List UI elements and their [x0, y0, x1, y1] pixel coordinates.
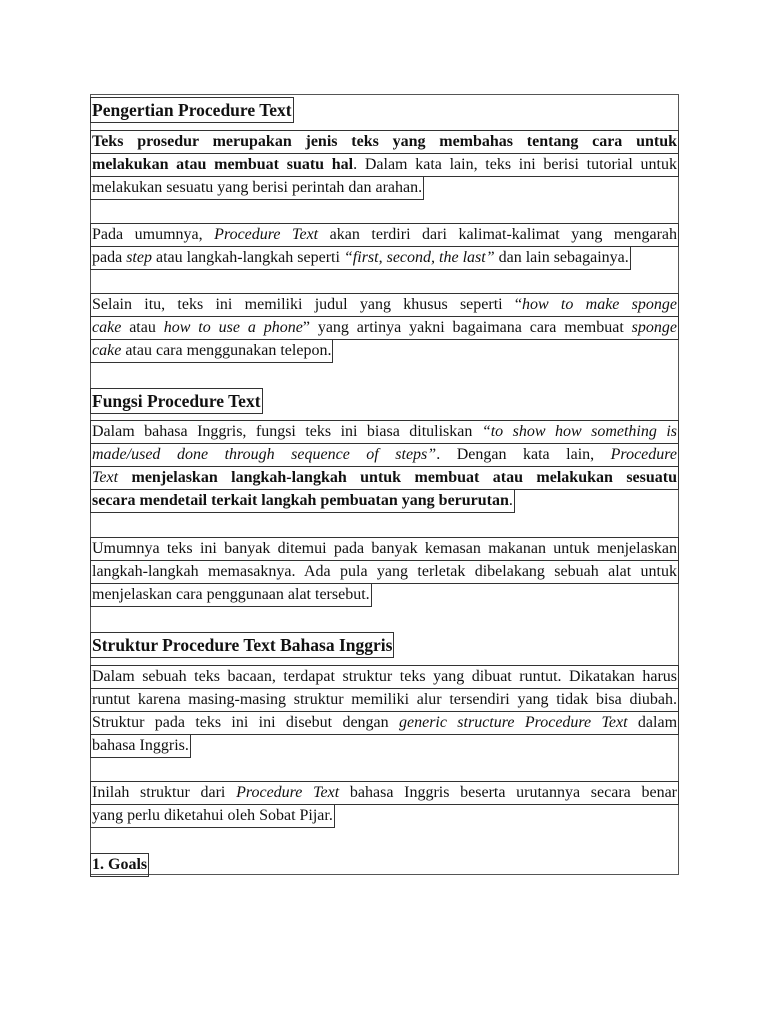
- p4-l2-a: . Dengan kata lain,: [436, 446, 611, 463]
- p6-l3-i: generic structure Procedure Text: [398, 714, 628, 731]
- p1-l1-text: Teks prosedur merupakan jenis teks yang membahas tentang cara untuk: [92, 133, 677, 150]
- p3-l3-i: cake: [92, 342, 122, 359]
- p5-line-2: langkah-langkah memasaknya. Ada pula yang terletak dibelakang sebuah alat untuk: [90, 560, 679, 584]
- p3-l3-a: atau cara menggunakan telepon.: [121, 342, 332, 359]
- heading-pengertian: Pengertian Procedure Text: [90, 97, 294, 123]
- p2-l1-i: Procedure Text: [214, 226, 319, 243]
- p3-l2-i1: cake: [92, 319, 122, 336]
- p6-line-4: bahasa Inggris.: [90, 734, 191, 758]
- p6-l3-b: dalam: [627, 714, 678, 731]
- p1-l2-rest: . Dalam kata lain, teks ini berisi tutorial untuk: [353, 156, 678, 173]
- p2-l2-i1: step: [126, 249, 152, 266]
- p7-line-2: yang perlu diketahui oleh Sobat Pijar.: [90, 804, 335, 828]
- p3-l2-i3: sponge: [631, 319, 677, 336]
- p2-line-1: [90, 223, 679, 247]
- p1-line-3: melakukan sesuatu yang berisi perintah dan arahan.: [90, 176, 424, 200]
- p6-line-3: [90, 711, 679, 735]
- p6-l3-a: Struktur pada teks ini ini disebut dengan: [92, 714, 399, 731]
- p7-line-1: [90, 781, 679, 805]
- p1-line-2: [90, 153, 679, 177]
- p4-l2-i: made/used done through sequence of steps”: [92, 446, 437, 463]
- p4-l3-b: menjelaskan langkah-langkah untuk membuat atau melakukan sesuatu: [118, 469, 677, 486]
- p5-line-3: menjelaskan cara penggunaan alat tersebut.: [90, 583, 372, 607]
- p4-line-3: [90, 466, 679, 490]
- p2-l1-a: Pada umumnya,: [92, 226, 215, 243]
- p4-l4-a: .: [508, 492, 513, 509]
- heading-struktur: Struktur Procedure Text Bahasa Inggris: [90, 632, 394, 658]
- p3-line-1: [90, 293, 679, 317]
- p2-l1-b: akan terdiri dari kalimat-kalimat yang mengarah: [318, 226, 678, 243]
- p4-line-2: [90, 443, 679, 467]
- heading-goals: 1. Goals: [90, 853, 149, 877]
- p4-l2-i2: Procedure: [610, 446, 677, 463]
- p3-l2-i2: how to use a phone: [163, 319, 303, 336]
- p7-l1-a: Inilah struktur dari: [92, 784, 237, 801]
- p5-line-1: Umumnya teks ini banyak ditemui pada banyak kemasan makanan untuk menjelaskan: [90, 537, 679, 561]
- p6-line-2: runtut karena masing-masing struktur memiliki alur tersendiri yang tidak bisa diubah.: [90, 688, 679, 712]
- p4-l3-i: Text: [92, 469, 119, 486]
- p1-l2-bold: melakukan atau membuat suatu hal: [92, 156, 354, 173]
- p3-line-3: [90, 339, 333, 363]
- p3-l1-a: Selain itu, teks ini memiliki judul yang khusus seperti “: [92, 296, 522, 313]
- p4-l4-b: secara mendetail terkait langkah pembuatan yang berurutan: [92, 492, 509, 509]
- p2-l2-b: atau langkah-langkah seperti: [151, 249, 344, 266]
- heading-fungsi: Fungsi Procedure Text: [90, 388, 263, 414]
- p3-line-2: [90, 316, 679, 340]
- p4-line-1: [90, 420, 679, 444]
- p7-l1-b: bahasa Inggris beserta urutannya secara benar: [339, 784, 678, 801]
- p1-line-1: [90, 130, 679, 154]
- p7-l1-i: Procedure Text: [236, 784, 340, 801]
- p4-l1-i: “to show how something is: [481, 423, 677, 440]
- p2-l2-c: dan lain sebagainya.: [494, 249, 629, 266]
- p2-l2-a: pada: [92, 249, 127, 266]
- p2-l2-i2: “first, second, the last”: [343, 249, 495, 266]
- p3-l2-b: ” yang artinya yakni bagaimana cara membuat: [302, 319, 632, 336]
- p6-line-1: Dalam sebuah teks bacaan, terdapat struktur teks yang dibuat runtut. Dikatakan harus: [90, 665, 679, 689]
- p4-l1-a: Dalam bahasa Inggris, fungsi teks ini biasa dituliskan: [92, 423, 482, 440]
- p4-line-4: [90, 489, 515, 513]
- p3-l1-i: how to make sponge: [521, 296, 678, 313]
- p2-line-2: [90, 246, 631, 270]
- p3-l2-a: atau: [121, 319, 164, 336]
